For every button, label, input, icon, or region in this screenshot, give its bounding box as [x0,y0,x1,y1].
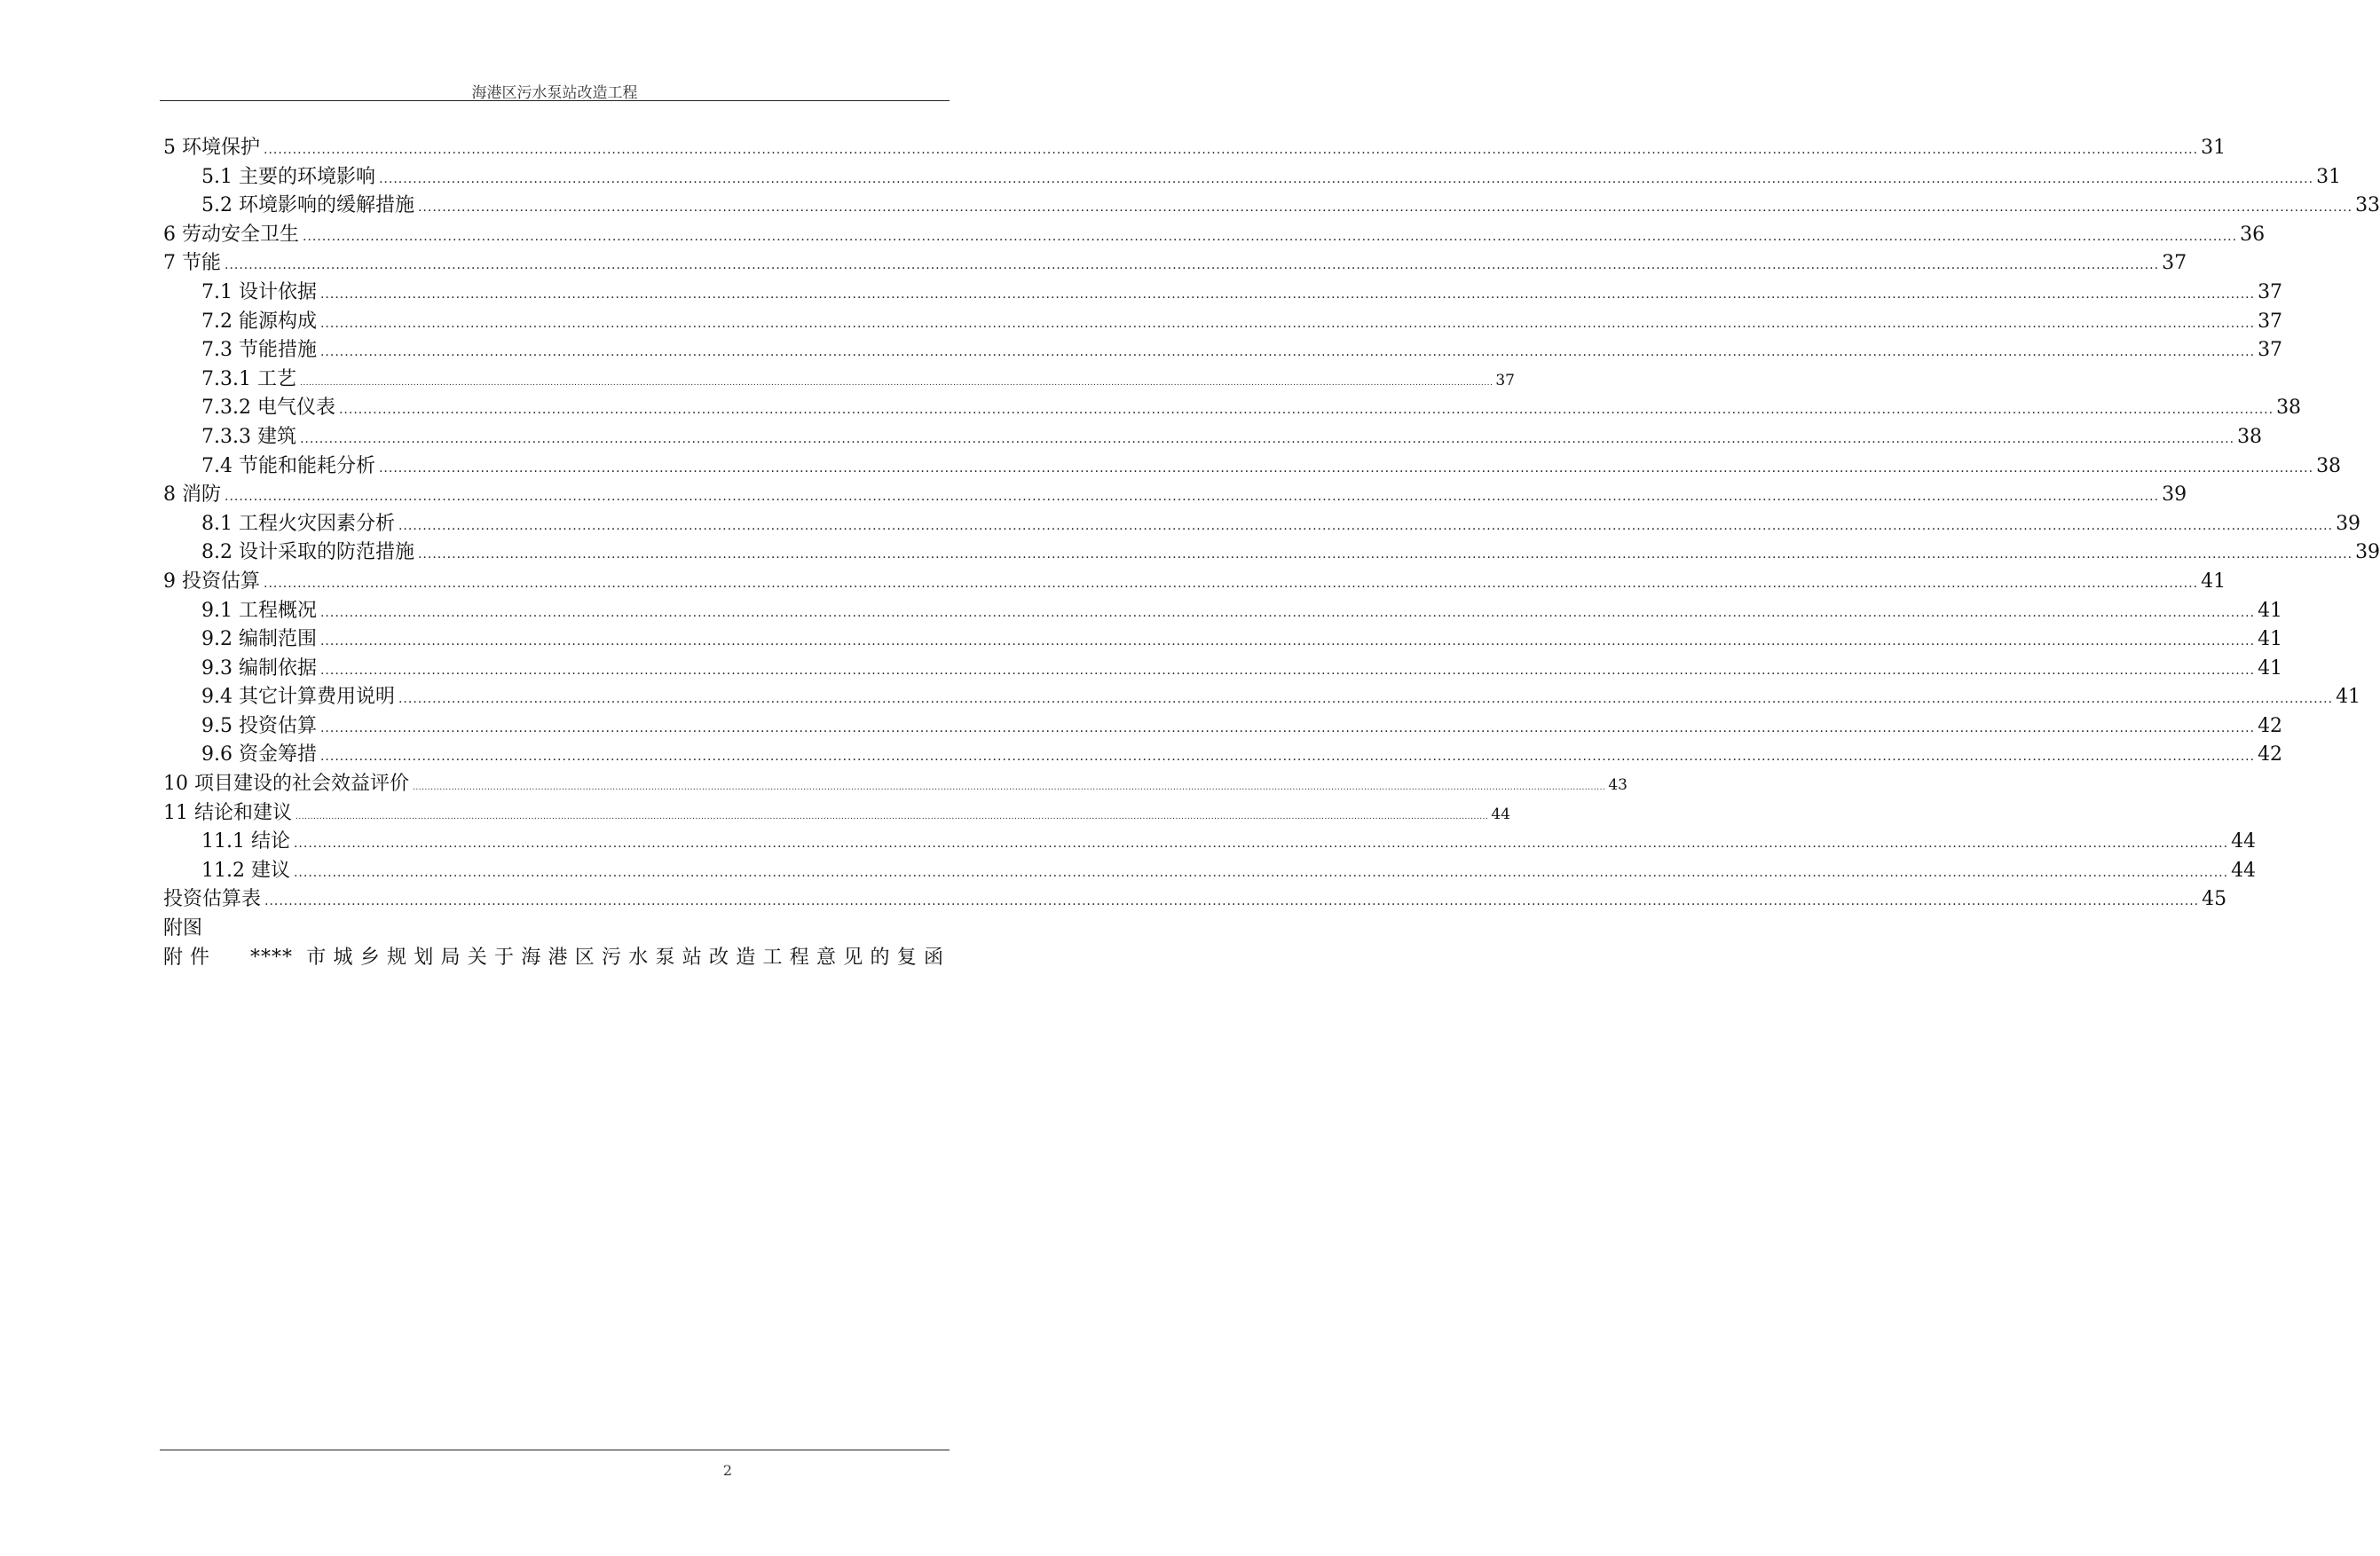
header-divider [160,100,950,101]
toc-entry-label: 7.1 设计依据 [201,280,317,303]
toc-entry-label: 7.4 节能和能耗分析 [201,454,375,477]
toc-entry-label: 8.1 工程火灾因素分析 [201,512,395,535]
toc-dot-leader: ................................................................................................................................................................................................................................................................................................................................................................................................................ [398,518,2334,533]
toc-entry-page: 41 [2336,686,2361,709]
toc-entry-label: 11 结论和建议 [163,801,292,824]
toc-entry[interactable] [163,481,2187,510]
toc-entry-page: 41 [2258,628,2283,651]
toc-dot-leader: ................................................................................................................................................................................................................................................................................................................................................................................................................ [293,865,2229,880]
toc-dot-leader: ................................................................................................................................................................................................................................................................................................................................................................................................................ [319,287,2256,302]
toc-entry-page: 41 [2201,570,2226,593]
toc-entry-page: 45 [2202,888,2227,911]
toc-entry[interactable] [163,741,2283,770]
toc-entry-label: 5 环境保护 [163,137,260,159]
toc-entry-label: 8.2 设计采取的防范措施 [201,541,414,564]
toc-entry-label: 7.3.1 工艺 [201,367,296,390]
toc-dot-leader: ................................................................................................................................................................................................................................................................................................................................................................................................................ [225,490,2160,505]
toc-entry-page: 38 [2276,397,2302,420]
toc-entry-label: 9.5 投资估算 [201,714,317,737]
toc-dot-leader: ................................................................................................................................................................................................................................................................................................................................................................................................................ [319,720,2256,735]
toc-dot-leader: ................................................................................................................................................................................................................................................................................................................................................................................................................ [319,316,2256,331]
toc-entry[interactable] [163,915,944,944]
toc-entry-page: 44 [1491,805,1510,823]
toc-dot-leader: ................................................................................................................................................................................................................................................................................................................................................................................................................ [264,143,2199,157]
toc-entry-label: 7 节能 [163,252,221,275]
toc-entry-page: 42 [2258,714,2283,737]
toc-entry-page: 39 [2355,541,2380,564]
toc-entry[interactable] [163,423,2263,452]
toc-dot-leader: ................................................................................................................................................................................................................................................................................................................................................................................................................ [378,171,2314,186]
toc-entry-page: 38 [2237,425,2263,448]
toc-entry[interactable] [163,828,2257,857]
toc-entry-label: 10 项目建设的社会效益评价 [163,773,409,796]
toc-dot-leader: ................................................................................................................................................................................................................................................................................................................................................................................................................ [319,663,2256,678]
toc-dot-leader: ................................................................................................................................................................................................................................................................................................................................................................................................................ [225,258,2160,273]
toc-entry-page: 31 [2201,137,2226,159]
toc-entry-label: 9.6 资金筹措 [201,743,317,766]
toc-entry-label: 5.1 主要的环境影响 [201,165,375,188]
toc-entry[interactable] [163,885,2227,915]
toc-entry[interactable] [163,192,2380,221]
toc-entry-page: 31 [2316,165,2342,188]
toc-entry[interactable] [163,279,2283,308]
toc-entry-label: 8 消防 [163,483,221,507]
toc-dot-leader: ................................................................................................................................................................................................................................................................................................................................................................................................................ [319,750,2256,765]
toc-entry[interactable] [163,538,2380,568]
toc-entry-label: 7.3.2 电气仪表 [201,397,335,420]
table-of-contents [163,134,2380,972]
toc-entry-page: 44 [2231,830,2257,853]
toc-dot-leader: ................................................................................................................................................................................................................................................................................................................................................................................................................ [417,200,2353,216]
toc-entry-label: 6 劳动安全卫生 [163,223,299,246]
toc-entry-label: 11.2 建议 [201,859,290,882]
toc-entry-page: 33 [2355,194,2380,217]
toc-dot-leader: ................................................................................................................................................................................................................................................................................................................................................................................................................ [319,634,2256,649]
toc-dot-leader: ................................................................................................................................................................................................................................................................................................................................................................................................................ [303,229,2238,244]
toc-entry-label: 5.2 环境影响的缓解措施 [201,194,414,217]
toc-entry-page: 42 [2258,743,2283,766]
toc-entry[interactable] [163,163,2342,193]
toc-entry-label: 9 投资估算 [163,570,260,593]
toc-dot-leader: ................................................................................................................................................................................................................................................................................................................................................................................................................ [413,783,1606,793]
toc-entry[interactable] [163,944,944,973]
toc-entry[interactable] [163,336,2283,365]
toc-entry[interactable] [163,770,1627,799]
toc-entry-page: 44 [2231,859,2257,882]
toc-entry-page: 37 [2258,280,2283,303]
toc-dot-leader: ................................................................................................................................................................................................................................................................................................................................................................................................................ [398,692,2334,707]
toc-entry-label: 9.4 其它计算费用说明 [201,686,395,709]
toc-dot-leader: ................................................................................................................................................................................................................................................................................................................................................................................................................ [378,460,2314,475]
toc-entry-label: 9.3 编制依据 [201,656,317,680]
toc-entry-page: 37 [1495,371,1515,389]
toc-entry-label: 9.1 工程概况 [201,599,317,622]
toc-entry[interactable] [163,799,1510,829]
toc-entry[interactable] [163,394,2302,423]
toc-entry-page: 41 [2258,599,2283,622]
toc-entry-label: 11.1 结论 [201,830,290,853]
toc-entry[interactable] [163,452,2342,482]
toc-dot-leader: ................................................................................................................................................................................................................................................................................................................................................................................................................ [293,837,2229,852]
toc-entry-label: 9.2 编制范围 [201,628,317,651]
toc-dot-leader: ................................................................................................................................................................................................................................................................................................................................................................................................................ [299,378,1493,388]
toc-entry[interactable] [163,308,2283,337]
toc-dot-leader: ................................................................................................................................................................................................................................................................................................................................................................................................................ [296,812,1489,821]
toc-entry-page: 41 [2258,656,2283,680]
toc-entry[interactable] [163,249,2187,279]
toc-entry-label: 附件 [163,946,217,969]
toc-entry-page: 36 [2240,223,2266,246]
toc-entry-page: 37 [2258,310,2283,333]
toc-entry-label: 投资估算表 [163,888,262,911]
running-header-title: 海港区污水泵站改造工程 [471,84,638,102]
toc-entry-page: 38 [2316,454,2342,477]
toc-entry[interactable] [163,568,2226,597]
toc-entry[interactable] [163,683,2361,712]
toc-entry[interactable] [163,134,2226,163]
toc-entry[interactable] [163,625,2283,655]
toc-entry-page: 39 [2162,483,2187,507]
toc-entry[interactable] [163,597,2283,626]
toc-dot-leader: ................................................................................................................................................................................................................................................................................................................................................................................................................ [417,547,2353,562]
toc-dot-leader: ................................................................................................................................................................................................................................................................................................................................................................................................................ [319,605,2256,620]
toc-dot-leader: ................................................................................................................................................................................................................................................................................................................................................................................................................ [264,894,2200,909]
toc-entry-page: 37 [2162,252,2187,275]
toc-entry[interactable] [163,221,2266,250]
toc-entry-label: 附图 [163,917,203,940]
toc-entry-page: 43 [1608,776,1627,795]
toc-dot-leader: ................................................................................................................................................................................................................................................................................................................................................................................................................ [319,345,2256,360]
toc-entry[interactable] [163,365,1515,395]
toc-dot-leader: ................................................................................................................................................................................................................................................................................................................................................................................................................ [264,576,2199,591]
toc-entry[interactable] [163,510,2361,539]
page-number: 2 [722,1462,733,1479]
toc-entry[interactable] [163,655,2283,684]
toc-entry-text: **** 市城乡规划局关于海港区污水泵站改造工程意见的复函 [250,946,944,969]
toc-entry-page: 39 [2336,512,2361,535]
toc-entry-label: 7.2 能源构成 [201,310,317,333]
toc-entry-label: 7.3 节能措施 [201,339,317,362]
toc-entry-page: 37 [2258,339,2283,362]
toc-entry[interactable] [163,857,2257,886]
toc-entry[interactable] [163,712,2283,742]
toc-dot-leader: ................................................................................................................................................................................................................................................................................................................................................................................................................ [299,431,2235,446]
toc-dot-leader: ................................................................................................................................................................................................................................................................................................................................................................................................................ [338,403,2274,418]
toc-entry-label: 7.3.3 建筑 [201,425,296,448]
